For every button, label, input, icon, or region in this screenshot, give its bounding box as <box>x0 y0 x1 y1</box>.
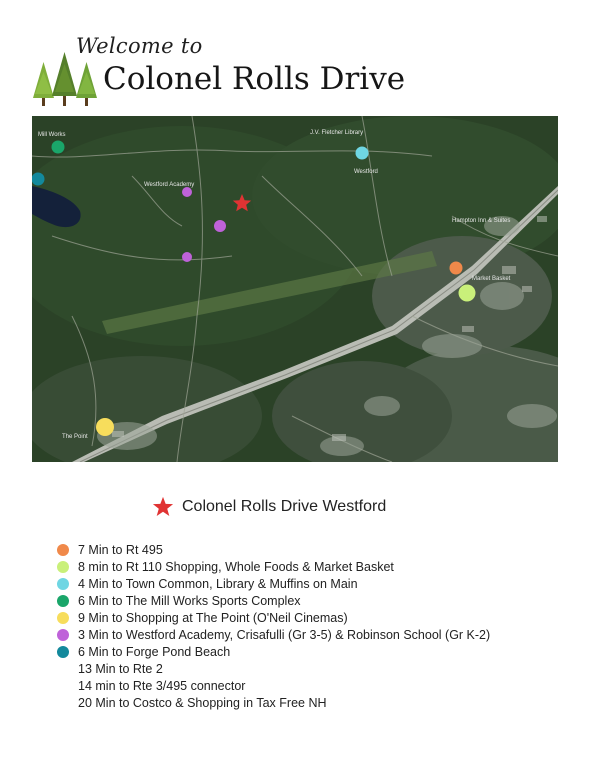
legend-text: 6 Min to Forge Pond Beach <box>78 644 231 659</box>
legend-item <box>57 694 490 711</box>
satellite-map[interactable] <box>32 116 558 462</box>
legend-spacer <box>57 663 69 675</box>
marker-school[interactable] <box>214 220 226 232</box>
legend-item <box>57 677 490 694</box>
legend-text: 6 Min to The Mill Works Sports Complex <box>78 593 301 608</box>
legend-dot-icon <box>57 646 69 658</box>
header <box>0 0 593 115</box>
map-label-hotel: Hampton Inn & Suites <box>452 218 511 224</box>
legend-dot-icon <box>57 595 69 607</box>
marker-rt-495[interactable] <box>450 262 463 275</box>
legend-item <box>57 626 490 643</box>
legend-text: 7 Min to Rt 495 <box>78 542 163 557</box>
legend-spacer <box>57 680 69 692</box>
legend-text: 8 min to Rt 110 Shopping, Whole Foods & Market Basket <box>78 559 394 574</box>
legend-item <box>57 558 490 575</box>
location-label <box>152 495 386 519</box>
legend <box>57 541 490 711</box>
map-label-academy: Westford Academy <box>144 182 195 188</box>
legend-item <box>57 643 490 660</box>
map-label-market: Market Basket <box>472 276 511 282</box>
pine-trees-icon <box>30 50 100 108</box>
legend-dot-icon <box>57 544 69 556</box>
legend-text: 9 Min to Shopping at The Point (O'Neil Cinemas) <box>78 610 348 625</box>
legend-item <box>57 541 490 558</box>
welcome-text: Welcome to <box>76 34 203 58</box>
legend-dot-icon <box>57 561 69 573</box>
legend-text: 14 min to Rte 3/495 connector <box>78 678 246 693</box>
legend-text: 3 Min to Westford Academy, Crisafulli (Gr 3-5) & Robinson School (Gr K-2) <box>78 627 491 642</box>
legend-dot-icon <box>57 612 69 624</box>
marker-mill-works[interactable] <box>52 141 65 154</box>
map-image <box>32 116 558 462</box>
legend-dot-icon <box>57 629 69 641</box>
marker-the-point[interactable] <box>96 418 114 436</box>
legend-item <box>57 660 490 677</box>
legend-spacer <box>57 697 69 709</box>
map-label-mill: Mill Works <box>38 132 66 138</box>
legend-item <box>57 575 490 592</box>
legend-item <box>57 609 490 626</box>
legend-text: 4 Min to Town Common, Library & Muffins on Main <box>78 576 358 591</box>
map-label-library: J.V. Fletcher Library <box>310 130 364 136</box>
marker-forge-pond-beach[interactable] <box>32 173 45 186</box>
legend-text: 20 Min to Costco & Shopping in Tax Free NH <box>78 695 327 710</box>
page-title: Colonel Rolls Drive <box>103 61 406 97</box>
legend-dot-icon <box>57 578 69 590</box>
legend-item <box>57 592 490 609</box>
map-label-point: The Point <box>62 434 88 440</box>
star-icon <box>152 496 174 518</box>
marker-town-common[interactable] <box>356 147 369 160</box>
marker-school[interactable] <box>182 252 192 262</box>
location-name: Colonel Rolls Drive Westford <box>182 498 387 515</box>
map-label-town: Westford <box>354 169 378 175</box>
marker-rt-110-shopping[interactable] <box>459 285 476 302</box>
marker-school[interactable] <box>182 187 192 197</box>
legend-text: 13 Min to Rte 2 <box>78 661 163 676</box>
